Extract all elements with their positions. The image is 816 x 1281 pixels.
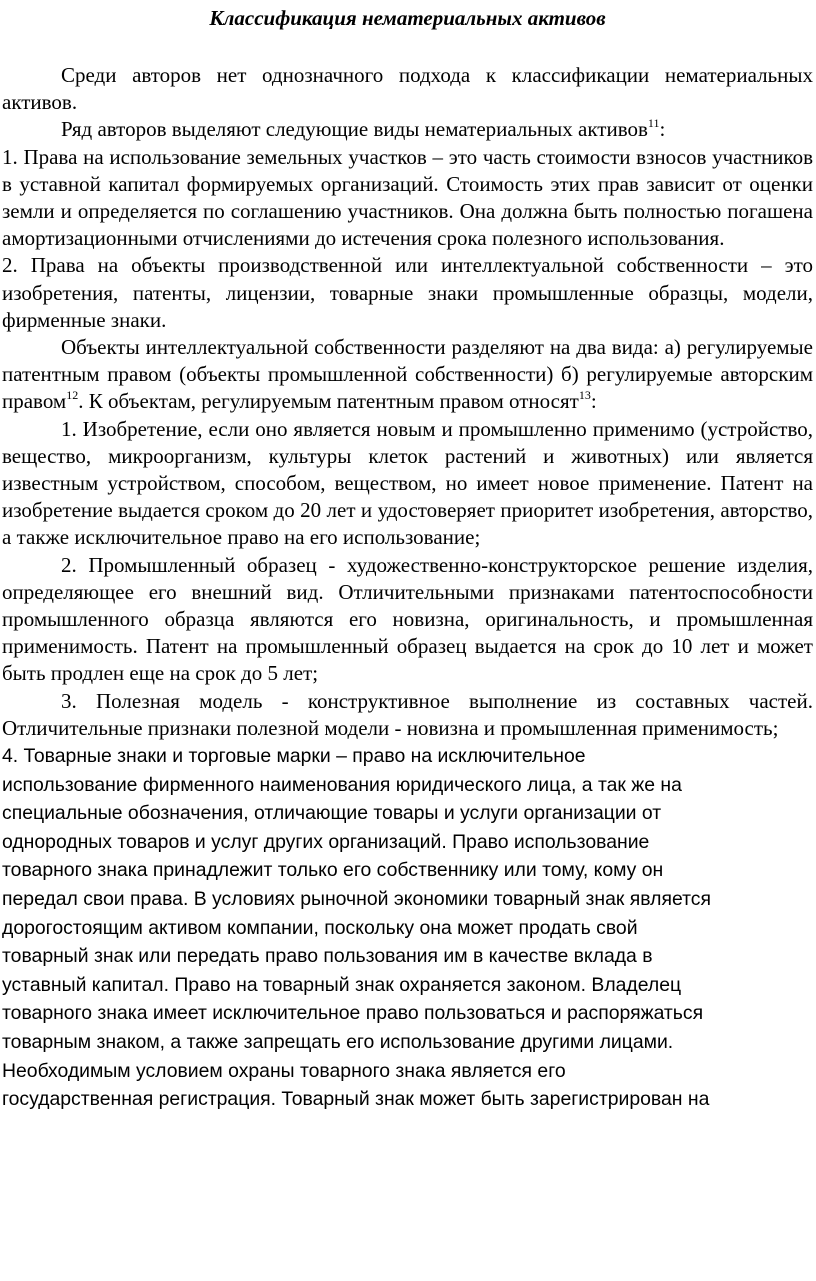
trademarks-line: передал свои права. В условиях рыночной экономики товарный знак является bbox=[2, 888, 711, 911]
paragraph-ip-objects-text-a: Объекты интеллектуальной собственности разделяют на два вида: а) регулируемые патентным правом (объекты промышленной собственности) б) регулируемые авторским правом bbox=[2, 335, 813, 414]
trademarks-line: товарного знака принадлежит только его собственнику или тому, кому он bbox=[2, 859, 664, 882]
paragraph-trademarks bbox=[2, 742, 813, 1114]
paragraph-ip-objects-text-c: : bbox=[590, 389, 597, 414]
trademarks-line: государственная регистрация. Товарный знак может быть зарегистрирован на bbox=[2, 1088, 710, 1111]
footnote-ref-13: 13 bbox=[578, 388, 591, 403]
trademarks-line: Необходимым условием охраны товарного знака является его bbox=[2, 1059, 566, 1082]
footnote-ref-12: 12 bbox=[66, 388, 79, 403]
paragraph-ip-objects-text-b: . К объектам, регулируемым патентным правом относят bbox=[78, 389, 579, 414]
paragraph-property-rights: 2. Права на объекты производственной или интеллектуальной собственности – это изобретения, патенты, лицензии, товарные знаки промышленные образцы, модели, фирменные знаки. bbox=[2, 253, 813, 332]
paragraph-invention: 1. Изобретение, если оно является новым и промышленно применимо (устройство, вещество, микроорганизм, культуры клеток растений и животных) или является известным устройством, способом, веществом, но имеет новое применение. Патент на изобретение выдается сроком до 20 лет и удостоверяет приоритет изобретения, авторство, а также исключительное право на его использование; bbox=[2, 416, 813, 550]
paragraph-land-rights: 1. Права на использование земельных участков – это часть стоимости взносов участников в уставной капитал формируемых организаций. Стоимость этих прав зависит от оценки земли и определяется по соглашению участников. Она должна быть полностью погашена амортизационными отчислениями до истечения срока полезного использования. bbox=[2, 144, 813, 251]
paragraph-authors-text: Ряд авторов выделяют следующие виды нематериальных активов bbox=[61, 117, 648, 142]
paragraph-ip-objects bbox=[2, 334, 813, 416]
trademarks-line: товарный знак или передать право пользования им в качестве вклада в bbox=[2, 945, 653, 968]
trademarks-line: уставный капитал. Право на товарный знак охраняется законом. Владелец bbox=[2, 973, 682, 996]
paragraph-utility-model: 3. Полезная модель - конструктивное выполнение из составных частей. Отличительные признаки полезной модели - новизна и промышленная применимость; bbox=[2, 688, 813, 740]
trademarks-line: однородных товаров и услуг других организаций. Право использование bbox=[2, 830, 650, 853]
trademarks-line: товарным знаком, а также запрещать его использование другими лицами. bbox=[2, 1031, 674, 1054]
paragraph-authors bbox=[2, 116, 813, 143]
trademarks-line: товарного знака имеет исключительное право пользоваться и распоряжаться bbox=[2, 1002, 704, 1025]
paragraph-intro: Среди авторов нет однозначного подхода к классификации нематериальных активов. bbox=[2, 63, 813, 115]
page-title: Классификация нематериальных активов bbox=[209, 6, 606, 30]
paragraph-industrial-design: 2. Промышленный образец - художественно-конструкторское решение изделия, определяющее его внешний вид. Отличительными признаками патентоспособности промышленного образца являются его новизна, оригинальность, и промышленная применимость. Патент на промышленный образец выдается на срок до 10 лет и может быть продлен еще на срок до 5 лет; bbox=[2, 552, 813, 686]
paragraph-authors-end: : bbox=[659, 117, 666, 142]
footnote-ref-11: 11 bbox=[647, 116, 660, 131]
trademarks-line: дорогостоящим активом компании, поскольку она может продать свой bbox=[2, 916, 638, 939]
trademarks-line: использование фирменного наименования юридического лица, а так же на bbox=[2, 773, 682, 796]
trademarks-line: специальные обозначения, отличающие товары и услуги организации от bbox=[2, 802, 662, 825]
trademarks-line: 4. Товарные знаки и торговые марки – право на исключительное bbox=[2, 745, 586, 768]
